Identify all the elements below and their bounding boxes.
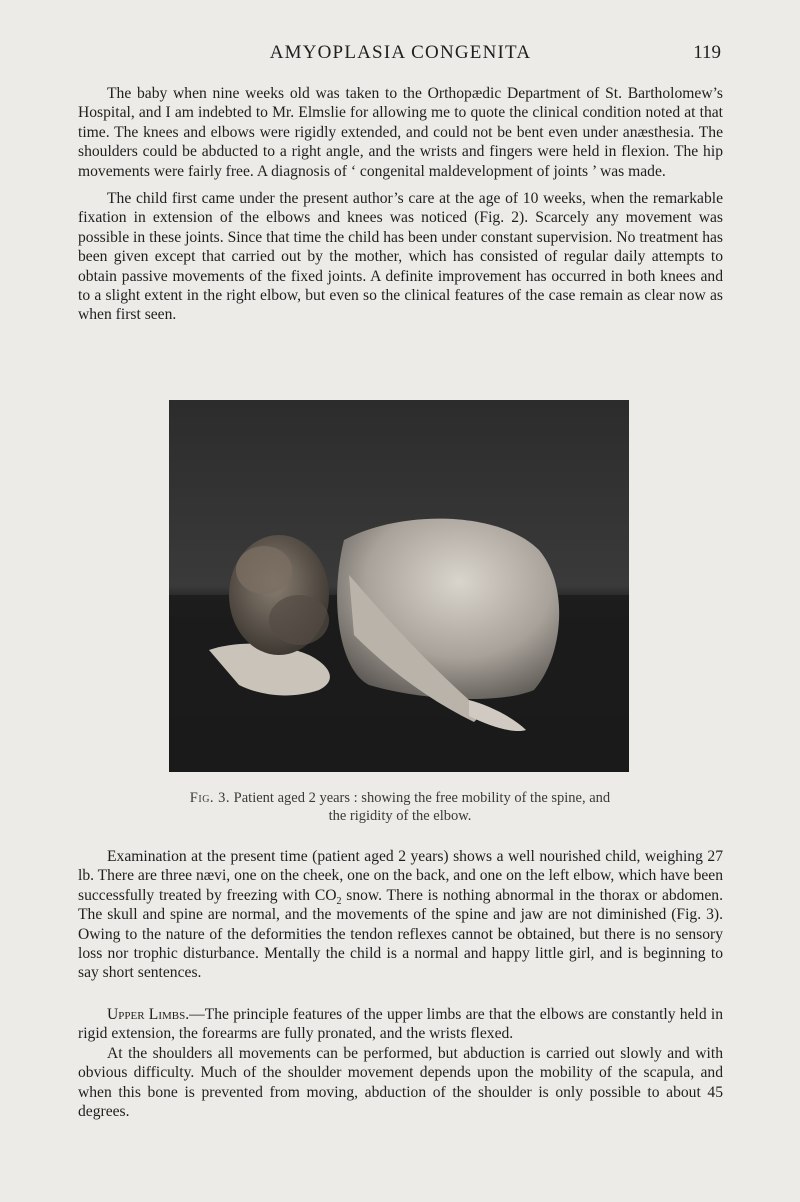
co2-subscript: 2 <box>336 895 342 907</box>
figure-caption <box>180 789 620 825</box>
examination-text-a: Examination at the present time (patient aged 2 years) shows a well nourished child, weighing 27 lb. There are three nævi, one on the cheek, one on the back, and one on the left elbow, which have been successfully treated by freezing with CO <box>78 848 723 904</box>
paragraph-examination <box>78 847 723 983</box>
upper-limbs-heading: Upper Limbs. <box>107 1006 190 1023</box>
photo-child-curled <box>169 400 629 772</box>
paragraph-first-seen: The child first came under the present author’s care at the age of 10 weeks, when the remarkable fixation in extension of the elbows and knees was noticed (Fig. 2). Scarcely any movement was possible in these joints. Since that time the child has been under constant supervision. No treatment has been given except that carried out by the mother, which has consisted of regular daily attempts to obtain passive movements of the fixed joints. A definite improvement has occurred in both knees and to a slight extent in the right elbow, but even so the clinical features of the case remain as clear now as when first seen. <box>78 190 723 324</box>
figure-label: Fig. 3. <box>189 790 231 806</box>
page-number: 119 <box>693 42 721 63</box>
examination-text <box>78 847 723 983</box>
upper-limbs-section <box>78 1005 723 1121</box>
running-title: AMYOPLASIA CONGENITA <box>269 42 532 63</box>
intro-text <box>78 84 723 325</box>
figure-photograph <box>169 400 629 772</box>
upper-limbs-text: —The principle features of the upper limbs are that the elbows are constantly held in rigid extension, the forearms are fully pronated, and the wrists flexed. <box>78 1006 723 1043</box>
paragraph-upper-limbs <box>78 1005 723 1044</box>
figure-caption-text: Patient aged 2 years : showing the free mobility of the spine, and the rigidity of the elbow. <box>233 790 611 824</box>
page-header <box>78 40 723 68</box>
paragraph-shoulders: At the shoulders all movements can be performed, but abduction is carried out slowly and with obvious difficulty. Much of the shoulder movement depends upon the mobility of the scapula, and when this bone is prevented from moving, abduction of the shoulder is only possible to about 45 degrees. <box>78 1044 723 1121</box>
examination-text-b: snow. There is nothing abnormal in the thorax or abdomen. The skull and spine are normal, and the movements of the spine and jaw are not diminished (Fig. 3). Owing to the nature of the deformities the tendon reflexes cannot be obtained, but there is no sensory loss nor trophic disturbance. Mentally the child is a normal and happy little girl, and is beginning to say short sentences. <box>78 886 723 982</box>
paragraph-history: The baby when nine weeks old was taken to the Orthopædic Department of St. Bartholomew’s Hospital, and I am indebted to Mr. Elmslie for allowing me to quote the clinical condition noted at that time. The knees and elbows were rigidly extended, and could not be bent even under anæsthesia. The shoulders could be abducted to a right angle, and the wrists and fingers were held in flexion. The hip movements were fairly free. A diagnosis of ‘ congenital maldevelopment of joints ’ was made. <box>78 85 723 180</box>
